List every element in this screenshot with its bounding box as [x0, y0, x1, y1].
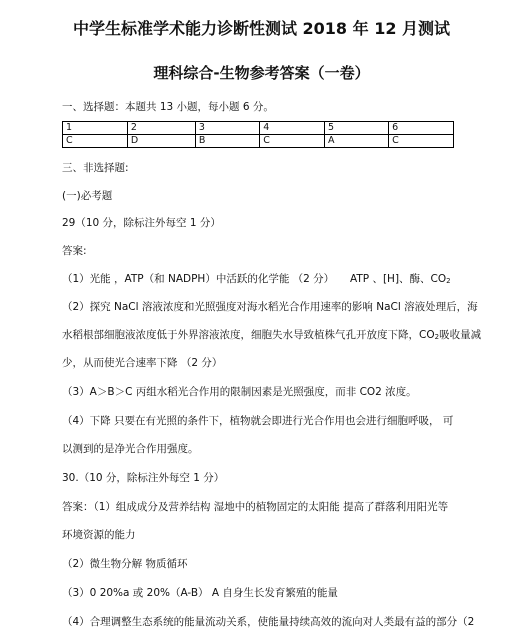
table-cell-number: 4 — [260, 122, 325, 135]
table-cell-number: 6 — [389, 122, 454, 135]
table-cell-number: 1 — [63, 122, 128, 135]
table-cell-number: 3 — [195, 122, 259, 135]
document-subtitle: 理科综合-生物参考答案（一卷） — [153, 64, 370, 82]
table-cell-number: 2 — [127, 122, 195, 135]
table-cell-answer: C — [260, 135, 325, 148]
q30-part4: （4）合理调整生态系统的能量流动关系，使能量持续高效的流向对人类最有益的部分（2 — [62, 616, 475, 628]
q29-part2-line3: 少，从而使光合速率下降 （2 分） — [62, 357, 223, 369]
table-cell-answer: A — [325, 135, 389, 148]
table-cell-answer: C — [63, 135, 128, 148]
document-title: 中学生标准学术能力诊断性测试 2018 年 12 月测试 — [72, 19, 451, 38]
table-cell-number: 5 — [325, 122, 389, 135]
q29-part2-line2-a: 水稻根部细胞液浓度低于外界溶液浓度，细胞失水导致植株气孔开放度下降，CO — [62, 329, 435, 341]
q29-part1-products — [350, 272, 451, 286]
question-30-header: 30.（10 分，除标注外每空 1 分） — [62, 472, 225, 484]
table-cell-answer: D — [127, 135, 195, 148]
answer-table — [62, 121, 454, 148]
section-non-choice: 三、非选择题: — [62, 162, 129, 174]
section-multiple-choice: 一、选择题：本题共 13 小题，每小题 6 分。 — [62, 101, 274, 113]
q29-part1-text: （1）光能 ，ATP（和 NADPH）中活跃的化学能 （2 分） — [62, 273, 335, 285]
q30-part3: （3）0 20%a 或 20%（A-B） A 自身生长发育繁殖的能量 — [62, 587, 338, 599]
q29-part4-line1: （4）下降 只要在有光照的条件下，植物就会即进行光合作用也会进行细胞呼吸， 可 — [62, 415, 454, 427]
q30-part1-line1: 答案：（1）组成成分及营养结构 湿地中的植物固定的太阳能 提高了群落利用阳光等 — [62, 501, 449, 513]
table-cell-answer: C — [389, 135, 454, 148]
q29-part3: （3）A＞B＞C 丙组水稻光合作用的限制因素是光照强度，而非 CO2 浓度。 — [62, 386, 417, 398]
table-cell-answer: B — [195, 135, 259, 148]
subscript: 2 — [446, 277, 451, 285]
answer-table-answer-row — [63, 135, 454, 148]
answer-label: 答案: — [62, 245, 87, 257]
q29-part1-products-text: ATP 、[H]、酶、CO — [350, 273, 447, 285]
answer-table-number-row — [63, 122, 454, 135]
q30-part1-line2: 环境资源的能力 — [62, 529, 136, 541]
q29-part4-line2: 以测到的是净光合作用强度。 — [62, 443, 199, 455]
subscript: 2 — [434, 333, 440, 341]
required-questions-heading: (一)必考题 — [62, 190, 113, 202]
q29-part2-line2 — [62, 328, 481, 342]
q29-part2-line1: （2）探究 NaCl 溶液浓度和光照强度对海水稻光合作用速率的影响 NaCl 溶液处理后，海 — [62, 301, 478, 313]
question-29-header: 29（10 分，除标注外每空 1 分） — [62, 217, 221, 229]
q29-part2-line2-b: 吸收量减 — [439, 329, 482, 341]
q30-part2: （2）微生物分解 物质循环 — [62, 558, 188, 570]
